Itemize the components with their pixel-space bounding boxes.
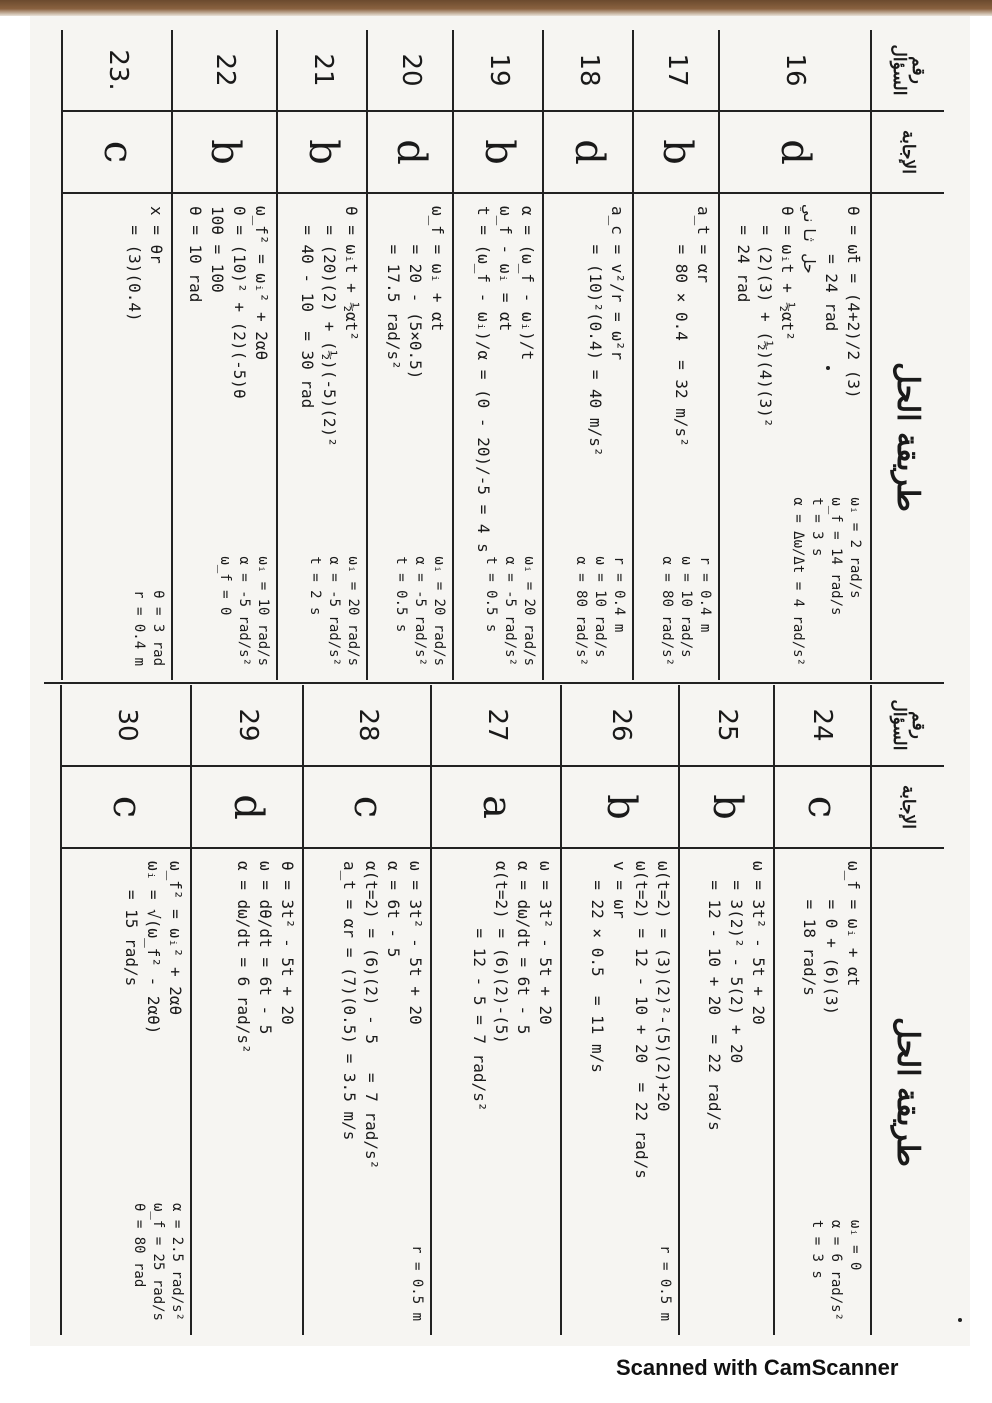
solution-work: ω_f = ωᵢ + αt = 20 - (5×0.5) = 17.5 rad/s² [384, 206, 447, 380]
solution-work: θ = 3t² - 5t + 20 ω = dθ/dt = 6t - 5 α = dω/dt = 6 rad/s² [234, 861, 297, 1054]
answer-row [542, 30, 634, 680]
given-values: ωᵢ = 2 rad/s ω_f = 14 rad/s t = 3 s α = Δω/Δt = 4 rad/s² [790, 497, 863, 666]
table-header [870, 685, 944, 1335]
solution-cell [680, 849, 775, 1335]
answer-letter: c [304, 767, 432, 849]
question-number: 19 [454, 30, 544, 112]
answer-row [560, 685, 680, 1335]
given-values: r = 0.4 m ω = 10 rad/s α = 80 rad/s² [573, 556, 627, 666]
solution-cell [304, 849, 432, 1335]
solution-cell [775, 849, 870, 1335]
given-values: ωᵢ = 20 rad/s α = -5 rad/s² t = 0.5 s [483, 556, 537, 666]
header-answer: الإجابة [872, 112, 944, 194]
answer-row [632, 30, 720, 680]
header-question-no: رقم السؤال [872, 30, 944, 112]
header-solution: طريقة الحل [890, 361, 926, 513]
question-number: 21 [278, 30, 368, 112]
answer-letter: d [720, 112, 870, 194]
answer-table-right [44, 685, 944, 1335]
answer-letter: d [544, 112, 634, 194]
header-question-no: رقم السؤال [872, 685, 944, 767]
solution-cell [368, 194, 454, 680]
solution-work: ω_f² = ωᵢ² + 2αθ ωᵢ = √(ω_f² - 2αθ) = 15 rad/s [122, 861, 185, 1035]
solution-cell [63, 194, 173, 680]
given-values: r = 0.4 m ω = 10 rad/s α = 80 rad/s² [659, 556, 713, 666]
given-values: ωᵢ = 0 α = 6 rad/s² t = 3 s [809, 1219, 863, 1321]
solution-work: ω = 3t² - 5t + 20 α = dω/dt = 6t - 5 α(t=2) = (6)(2)-(5) = 12 - 5 = 7 rad/s² [470, 861, 555, 1112]
solution-cell [720, 194, 870, 680]
solution-cell [634, 194, 720, 680]
answer-row [366, 30, 454, 680]
question-number: 18 [544, 30, 634, 112]
answer-sheet [44, 30, 944, 1330]
answer-row [61, 30, 173, 680]
question-number: 16 [720, 30, 870, 112]
answer-letter: a [432, 767, 562, 849]
answer-letter: d [368, 112, 454, 194]
question-number: 29 [192, 685, 304, 767]
solution-cell [192, 849, 304, 1335]
solution-work: ω = 3t² - 5t + 20 = 3(2)² - 5(2) + 20 = 12 - 10 + 20 = 22 rad/s [705, 861, 768, 1131]
solution-cell [544, 194, 634, 680]
paper-top-edge [0, 0, 992, 16]
question-number: 27 [432, 685, 562, 767]
answer-letter: b [173, 112, 278, 194]
solution-work: x = θr = (3)(0.4) [125, 206, 166, 322]
solution-work: ω_f² = ωᵢ² + 2αθ 0 = (10)² + (2)(-5)θ 10θ = 100 θ = 10 rad [186, 206, 271, 399]
ink-dot [826, 366, 830, 370]
solution-cell [278, 194, 368, 680]
answer-letter: c [775, 767, 870, 849]
solution-cell [432, 849, 562, 1335]
solution-work: a_t = αr = 80 × 0.4 = 32 m/s² [672, 206, 713, 447]
solution-work: θ = ωᵢt + ½αt² = (20)(2) + (½)(-5)(2)² = 40 - 10 = 30 rad [298, 206, 361, 447]
given-values: r = 0.5 m [409, 1245, 425, 1321]
question-number: 23. [63, 30, 173, 112]
question-number: 24 [775, 685, 870, 767]
header-solution: طريقة الحل [890, 1016, 926, 1168]
given-values: ωᵢ = 20 rad/s α = -5 rad/s² t = 0.5 s [393, 556, 447, 666]
question-number: 28 [304, 685, 432, 767]
ink-dot [958, 1318, 962, 1322]
question-number: 22 [173, 30, 278, 112]
solution-cell [173, 194, 278, 680]
answer-row [773, 685, 870, 1335]
solution-work: ω_f = ωᵢ + αt = 0 + (6)(3) = 18 rad/s [800, 861, 863, 1016]
answer-letter: c [62, 767, 192, 849]
answer-row [190, 685, 304, 1335]
given-values: α = 2.5 rad/s² ω_f = 25 rad/s θ = 80 rad [131, 1202, 185, 1321]
solution-work: α = (ω_f - ωᵢ)/t ω_f - ωᵢ = αt t = (ω_f - ωᵢ)/α = (0 - 20)/-5 = 4 s [474, 206, 537, 553]
answer-letter: b [454, 112, 544, 194]
answer-row [430, 685, 562, 1335]
answer-letter: d [192, 767, 304, 849]
solution-work: ω = 3t² - 5t + 20 α = 6t - 5 α(t=2) = (6)(2) - 5 = 7 rad/s² a_t = αr = (7)(0.5) = 3.5 m/s [340, 861, 425, 1170]
answer-letter: c [63, 112, 173, 194]
answer-row [718, 30, 870, 680]
answer-row [60, 685, 192, 1335]
answer-row [452, 30, 544, 680]
answer-letter: b [562, 767, 680, 849]
answer-letter: b [278, 112, 368, 194]
center-divider [44, 682, 944, 684]
header-answer: الإجابة [872, 767, 944, 849]
solution-cell [454, 194, 544, 680]
answer-letter: b [634, 112, 720, 194]
question-number: 26 [562, 685, 680, 767]
given-values: ωᵢ = 10 rad/s α = -5 rad/s² ω_f = 0 [217, 556, 271, 666]
solution-work: a_c = v²/r = ω²r = (10)²(0.4) = 40 m/s² [586, 206, 627, 457]
answer-row [276, 30, 368, 680]
solution-cell [562, 849, 680, 1335]
answer-row [171, 30, 278, 680]
answer-letter: b [680, 767, 775, 849]
question-number: 17 [634, 30, 720, 112]
solution-work: θ = ω̄t = (4+2)/2 (3) = 24 rad حل ثاني θ = ωᵢt + ½αt² = (2)(3) + (½)(4)(3)² = 24 rad [734, 206, 863, 428]
question-number: 20 [368, 30, 454, 112]
solution-work: ω(t=2) = (3)(2)²-(5)(2)+20 ω(t=2) = 12 - 10 + 20 = 22 rad/s v = ωr = 22 × 0.5 = 11 m/s [588, 861, 673, 1179]
answer-row [678, 685, 775, 1335]
scanner-watermark: Scanned with CamScanner [616, 1355, 899, 1380]
given-values: ωᵢ = 20 rad/s α = -5 rad/s² t = 2 s [307, 556, 361, 666]
table-header [870, 30, 944, 680]
question-number: 25 [680, 685, 775, 767]
given-values: r = 0.5 m [657, 1245, 673, 1321]
solution-cell [62, 849, 192, 1335]
given-values: θ = 3 rad r = 0.4 m [131, 590, 166, 666]
question-number: 30 [62, 685, 192, 767]
answer-table-left [44, 30, 944, 680]
answer-row [302, 685, 432, 1335]
